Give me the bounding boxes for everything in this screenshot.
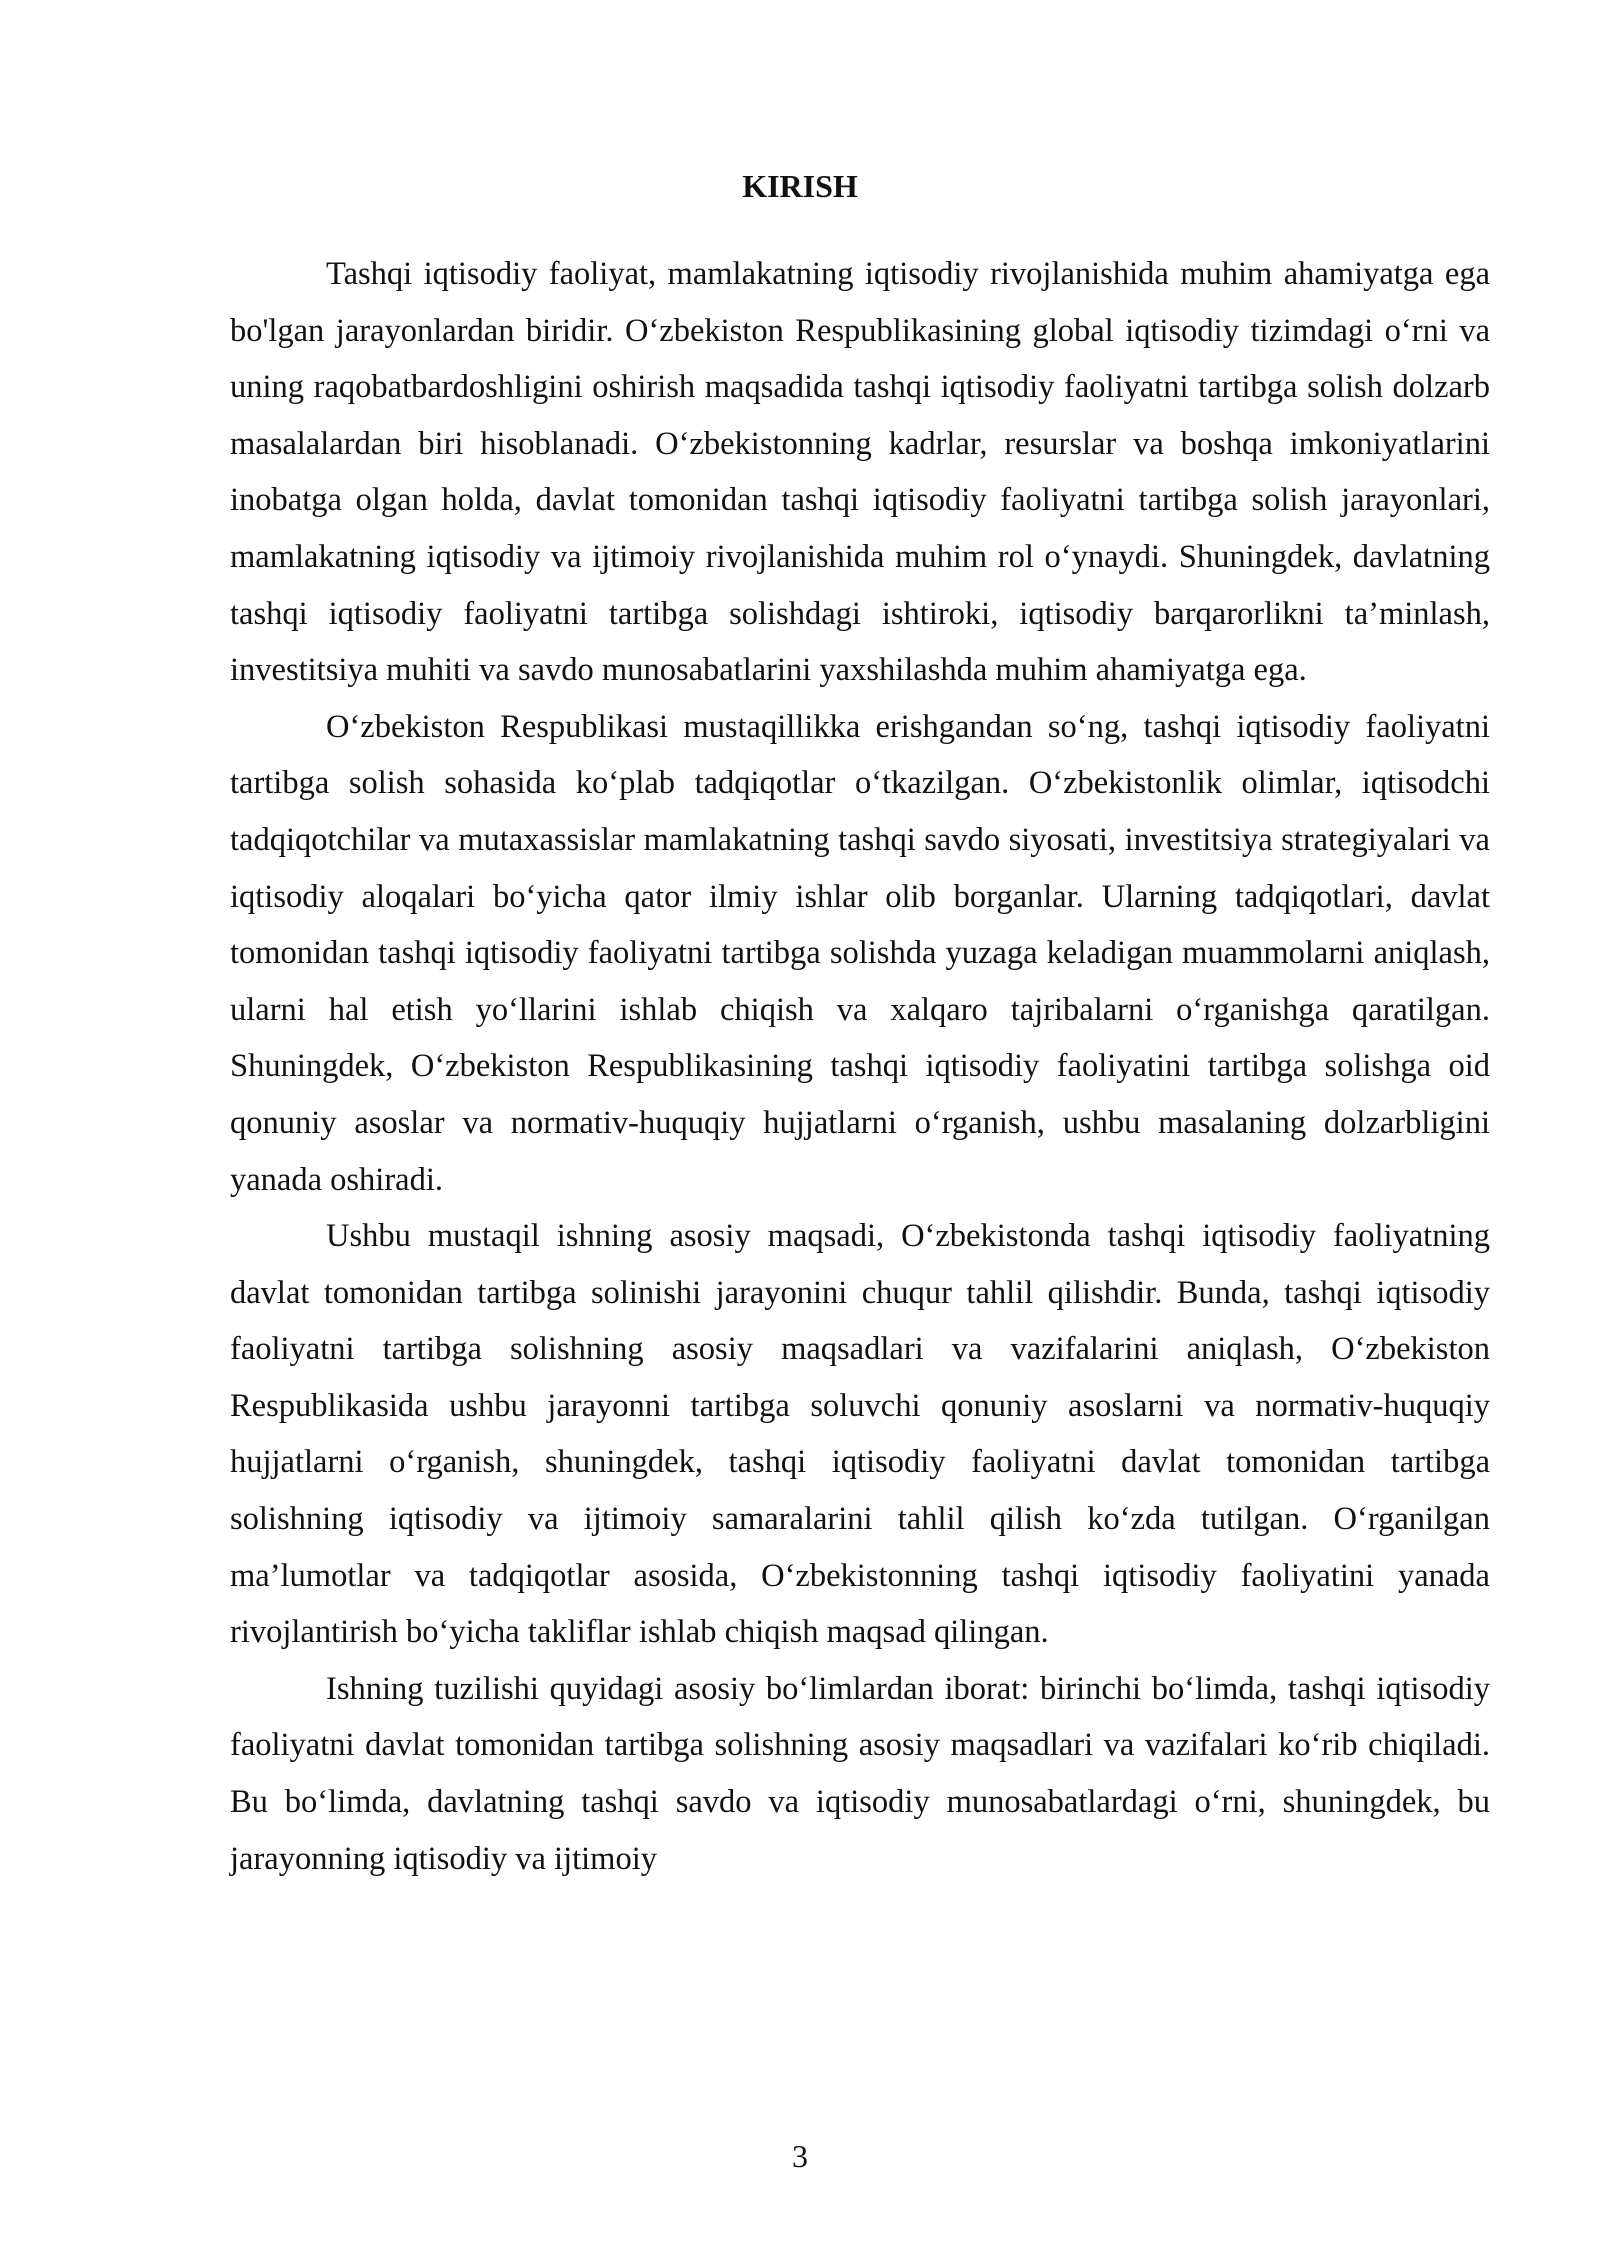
paragraph: Ushbu mustaqil ishning asosiy maqsadi, O‘zbekistonda tashqi iqtisodiy faoliyatning davlat tomonidan tartibga solinishi jarayonini chuqur tahlil qilishdir. Bunda, tashqi iqtisodiy faoliyatni tartibga solishning asosiy maqsadlari va vazifalarini aniqlash, O‘zbekiston Respublikasida ushbu jarayonni tartibga soluvchi qonuniy asoslarni va normativ-huquqiy hujjatlarni o‘rganish, shuningdek, tashqi iqtisodiy faoliyatni davlat tomonidan tartibga solishning iqtisodiy va ijtimoiy samaralarini tahlil qilish ko‘zda tutilgan. O‘rganilgan ma’lumotlar va tadqiqotlar asosida, O‘zbekistonning tashqi iqtisodiy faoliyatini yanada rivojlantirish bo‘yicha takliflar ishlab chiqish maqsad qilingan.: [230, 1218, 1490, 1651]
paragraph: Tashqi iqtisodiy faoliyat, mamlakatning iqtisodiy rivojlanishida muhim ahamiyatga ega bo'lgan jarayonlardan biridir. O‘zbekiston Respublikasining global iqtisodiy tizimdagi o‘rni va uning raqobatbardoshligini oshirish maqsadida tashqi iqtisodiy faoliyatni tartibga solish dolzarb masalalardan biri hisoblanadi. O‘zbekistonning kadrlar, resurslar va boshqa imkoniyatlarini inobatga olgan holda, davlat tomonidan tashqi iqtisodiy faoliyatni tartibga solish jarayonlari, mamlakatning iqtisodiy va ijtimoiy rivojlanishida muhim rol o‘ynaydi. Shuningdek, davlatning tashqi iqtisodiy faoliyatni tartibga solishdagi ishtiroki, iqtisodiy barqarorlikni ta’minlash, investitsiya muhiti va savdo munosabatlarini yaxshilashda muhim ahamiyatga ega.: [230, 256, 1490, 689]
page-number: 3: [792, 2138, 808, 2174]
page-title: KIRISH: [742, 168, 858, 204]
body-text: [230, 246, 1490, 1887]
paragraph: Ishning tuzilishi quyidagi asosiy bo‘limlardan iborat: birinchi bo‘limda, tashqi iqtisodiy faoliyatni davlat tomonidan tartibga solishning asosiy maqsadlari va vazifalari ko‘rib chiqiladi. Bu bo‘limda, davlatning tashqi savdo va iqtisodiy munosabatlardagi o‘rni, shuningdek, bu jarayonning iqtisodiy va ijtimoiy: [230, 1670, 1490, 1877]
paragraph: O‘zbekiston Respublikasi mustaqillikka erishgandan so‘ng, tashqi iqtisodiy faoliyatni tartibga solish sohasida ko‘plab tadqiqotlar o‘tkazilgan. O‘zbekistonlik olimlar, iqtisodchi tadqiqotchilar va mutaxassislar mamlakatning tashqi savdo siyosati, investitsiya strategiyalari va iqtisodiy aloqalari bo‘yicha qator ilmiy ishlar olib borganlar. Ularning tadqiqotlari, davlat tomonidan tashqi iqtisodiy faoliyatni tartibga solishda yuzaga keladigan muammolarni aniqlash, ularni hal etish yo‘llarini ishlab chiqish va xalqaro tajribalarni o‘rganishga qaratilgan. Shuningdek, O‘zbekiston Respublikasining tashqi iqtisodiy faoliyatini tartibga solishga oid qonuniy asoslar va normativ-huquqiy hujjatlarni o‘rganish, ushbu masalaning dolzarbligini yanada oshiradi.: [230, 708, 1490, 1198]
